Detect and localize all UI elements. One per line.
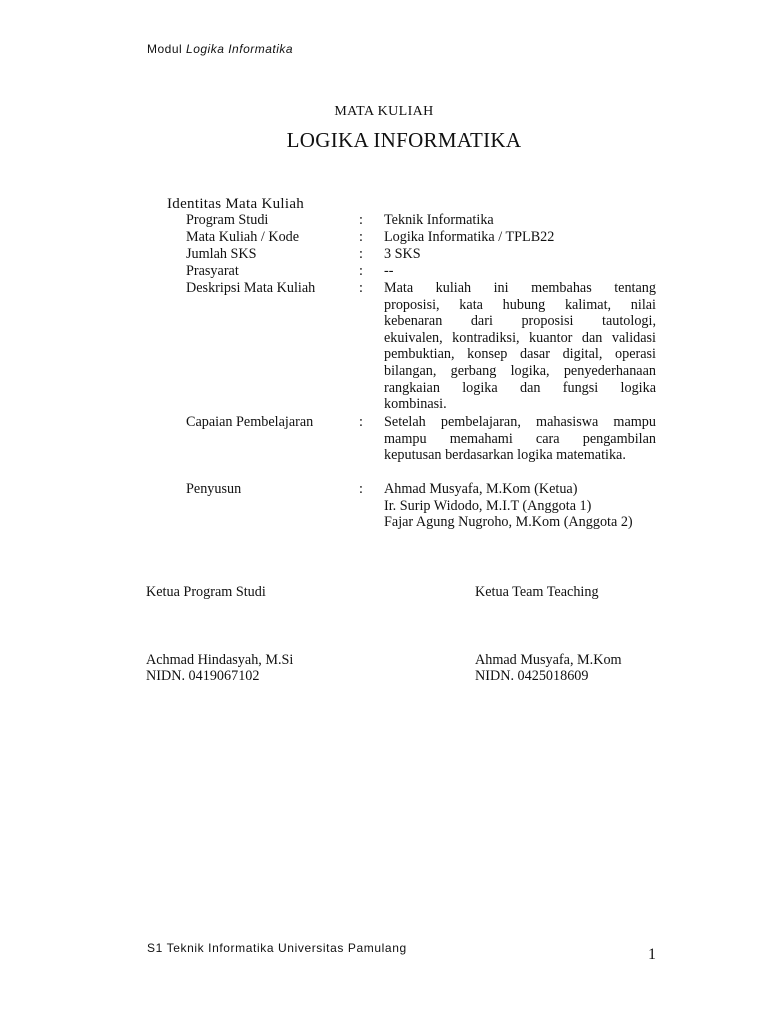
- author-line: Ahmad Musyafa, M.Kom (Ketua): [384, 481, 578, 497]
- author-line: Ir. Surip Widodo, M.I.T (Anggota 1): [384, 497, 592, 514]
- author-line: Fajar Agung Nugroho, M.Kom (Anggota 2): [384, 514, 633, 531]
- page-title: LOGIKA INFORMATIKA: [286, 128, 522, 152]
- description-line: ekuivalen, kontradiksi, kuantor dan validasi: [384, 329, 656, 346]
- row-colon: :: [359, 229, 363, 245]
- description-line: Mata kuliah ini membahas tentang: [384, 280, 656, 296]
- row-label: Prasyarat: [186, 263, 239, 279]
- row-label: Deskripsi Mata Kuliah: [186, 280, 316, 296]
- row-label: Jumlah SKS: [186, 246, 257, 262]
- authors-list: [384, 481, 656, 531]
- description-line: proposisi, kata hubung kalimat, nilai: [384, 296, 656, 313]
- description-text: [384, 280, 656, 413]
- row-label: Capaian Pembelajaran: [186, 414, 314, 430]
- row-colon: :: [359, 280, 363, 296]
- page-number: 1: [648, 946, 656, 963]
- row-colon: :: [359, 481, 363, 497]
- signature-left-role: Ketua Program Studi: [146, 584, 266, 600]
- row-label: Penyusun: [186, 481, 242, 497]
- row-colon: :: [359, 263, 363, 279]
- row-colon: :: [359, 246, 363, 262]
- description-line: pembuktian, konsep dasar digital, operasi: [384, 346, 656, 363]
- running-footer: S1 Teknik Informatika Universitas Pamulang: [147, 941, 407, 955]
- row-value: Teknik Informatika: [384, 212, 494, 228]
- outcomes-line: Setelah pembelajaran, mahasiswa mampu: [384, 414, 656, 430]
- outcomes-text: [384, 414, 656, 464]
- row-value: Logika Informatika / TPLB22: [384, 229, 555, 245]
- page-subtitle: MATA KULIAH: [334, 104, 434, 119]
- row-label: Mata Kuliah / Kode: [186, 229, 300, 245]
- row-value: --: [384, 263, 394, 279]
- row-label: Program Studi: [186, 212, 269, 228]
- description-line: rangkaian logika dan fungsi logika: [384, 379, 656, 396]
- signature-right-role: Ketua Team Teaching: [475, 584, 599, 600]
- running-header: [147, 42, 293, 56]
- row-value: 3 SKS: [384, 246, 421, 262]
- outcomes-line: keputusan berdasarkan logika matematika.: [384, 447, 626, 464]
- row-colon: :: [359, 414, 363, 430]
- header-prefix: Modul: [147, 42, 183, 56]
- description-line: bilangan, gerbang logika, penyederhanaan: [384, 362, 656, 379]
- signature-left-nidn: NIDN. 0419067102: [146, 668, 260, 684]
- section-title: Identitas Mata Kuliah: [167, 196, 305, 212]
- signature-right-name: Ahmad Musyafa, M.Kom: [475, 652, 622, 668]
- header-course-name: Logika Informatika: [186, 42, 294, 56]
- outcomes-line: mampu memahami cara pengambilan: [384, 430, 656, 447]
- row-colon: :: [359, 212, 363, 228]
- signature-right-nidn: NIDN. 0425018609: [475, 668, 589, 684]
- description-line: kombinasi.: [384, 396, 447, 413]
- signature-left-name: Achmad Hindasyah, M.Si: [146, 652, 294, 668]
- description-line: kebenaran dari proposisi tautologi,: [384, 313, 656, 330]
